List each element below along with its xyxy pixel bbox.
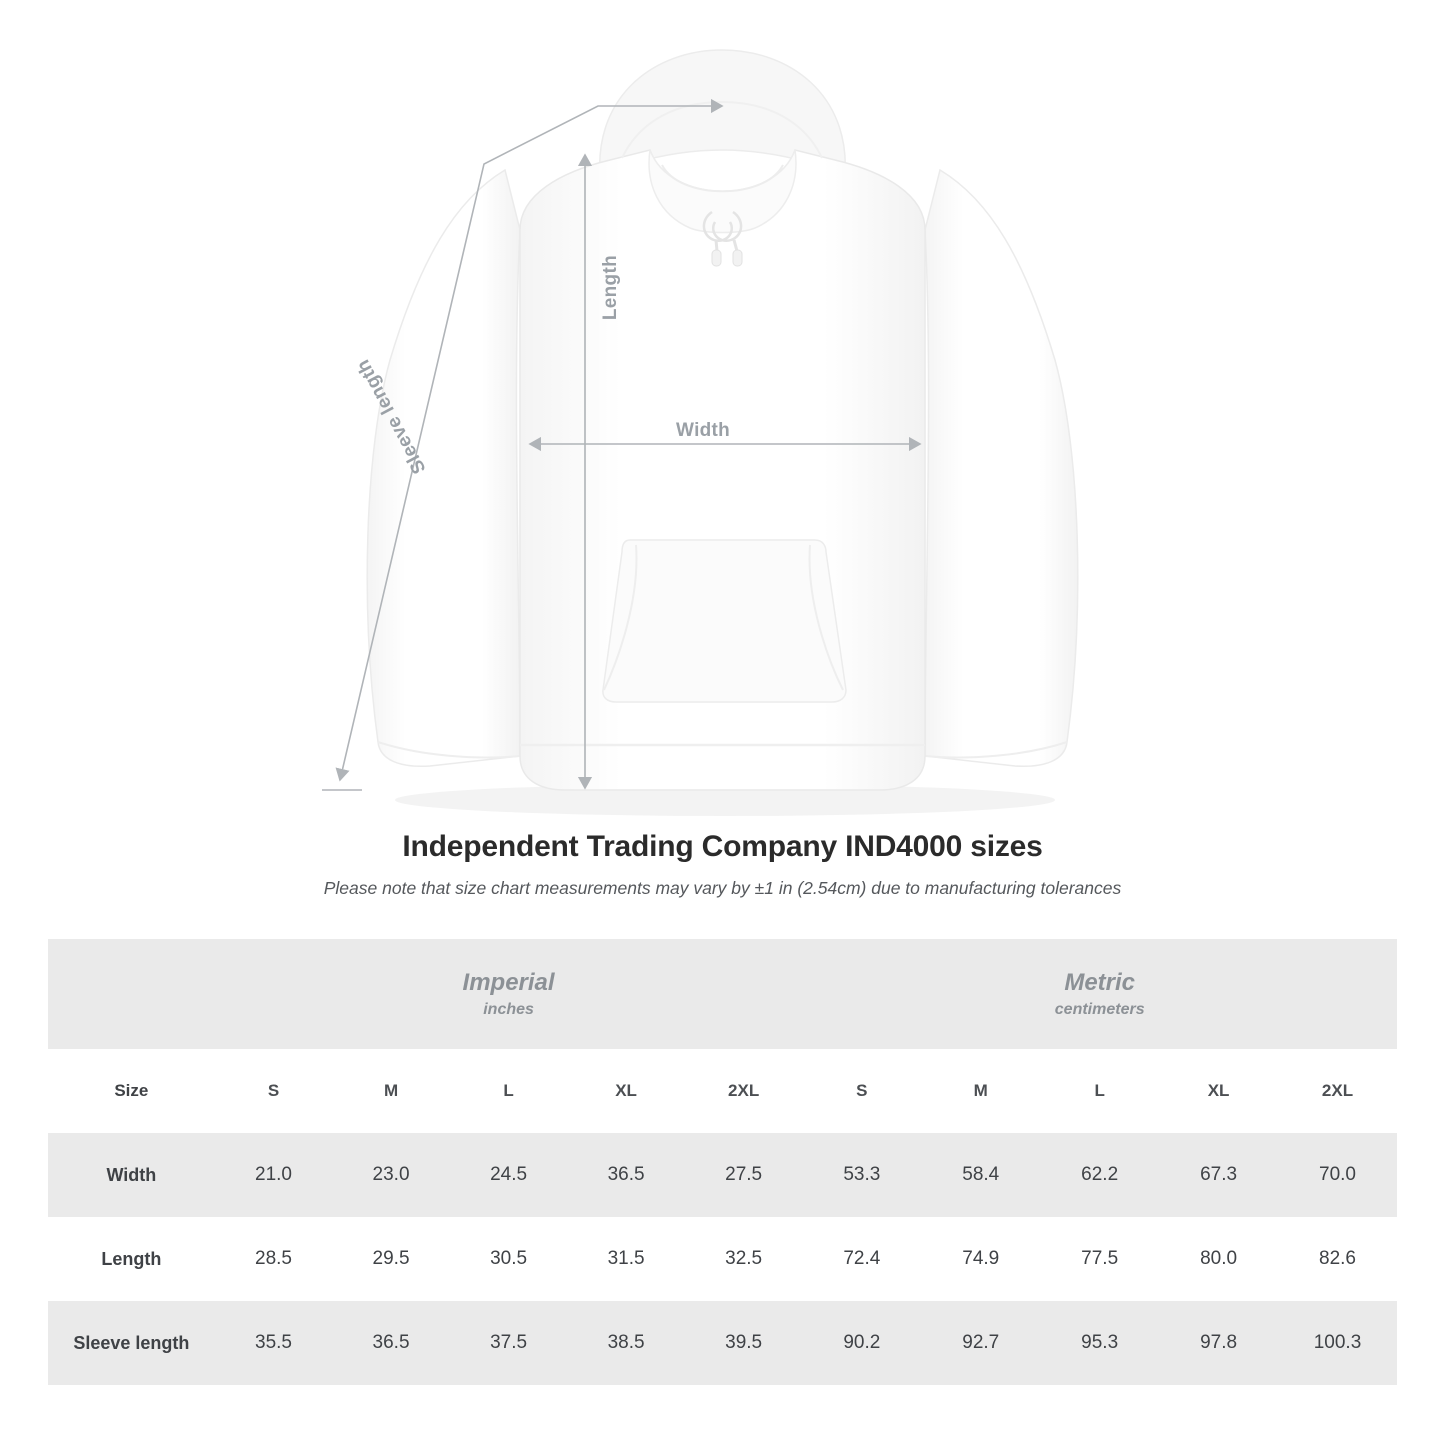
length-imperial-s: 28.5 [255, 1248, 292, 1269]
size-header-row [48, 1049, 1397, 1133]
width-metric-xl: 67.3 [1159, 1133, 1278, 1217]
width-imperial-l: 24.5 [450, 1133, 568, 1217]
size-header-imperial-m: M [332, 1049, 450, 1133]
size-header-imperial-2xl: 2XL [685, 1049, 803, 1133]
width-metric-m: 58.4 [921, 1133, 1040, 1217]
sleeve-imperial-m: 36.5 [332, 1301, 450, 1385]
width-imperial-xl: 36.5 [567, 1133, 685, 1217]
sleeve-metric-s: 90.2 [802, 1301, 921, 1385]
table-row [48, 1217, 1397, 1301]
size-header-metric-l: L [1040, 1049, 1159, 1133]
length-dimension-label: Length [600, 255, 621, 321]
chart-heading [0, 830, 1445, 899]
size-header-metric-2xl: 2XL [1278, 1049, 1397, 1133]
sleeve-imperial-s: 35.5 [215, 1301, 333, 1385]
size-header-metric-s: S [802, 1049, 921, 1133]
sleeve-length-dimension-label: Sleeve length [352, 355, 431, 478]
size-header-imperial-s: S [215, 1049, 333, 1133]
length-imperial-2xl: 32.5 [725, 1248, 763, 1269]
page-title: Independent Trading Company IND4000 sizes [402, 830, 1043, 863]
unit-group-row [48, 939, 1397, 1049]
row-label-length: Length [101, 1248, 162, 1269]
unit-group-imperial-title: Imperial [462, 969, 555, 997]
sleeve-imperial-xl: 38.5 [567, 1301, 685, 1385]
length-imperial-m: 29.5 [372, 1248, 410, 1269]
sleeve-imperial-2xl: 39.5 [685, 1301, 803, 1385]
length-metric-l: 77.5 [1081, 1248, 1119, 1269]
width-imperial-s: 21.0 [215, 1133, 333, 1217]
unit-group-metric-title: Metric [1064, 969, 1136, 997]
width-imperial-m: 23.0 [332, 1133, 450, 1217]
length-metric-s: 72.4 [843, 1248, 881, 1269]
width-imperial-2xl: 27.5 [685, 1133, 803, 1217]
unit-group-metric-sub: centimeters [1054, 1000, 1145, 1018]
length-imperial-xl: 31.5 [607, 1248, 645, 1269]
unit-group-metric [802, 939, 1397, 1049]
table-row [48, 1133, 1397, 1217]
size-header-metric-m: M [921, 1049, 1040, 1133]
sleeve-metric-m: 92.7 [921, 1301, 1040, 1385]
sleeve-metric-l: 95.3 [1040, 1301, 1159, 1385]
width-metric-2xl: 70.0 [1278, 1133, 1397, 1217]
row-label-width: Width [48, 1133, 215, 1217]
unit-group-imperial [215, 939, 803, 1049]
row-label-sleeve-length: Sleeve length [48, 1301, 215, 1385]
unit-row-corner [48, 939, 215, 1049]
sleeve-imperial-l: 37.5 [450, 1301, 568, 1385]
tolerance-note: Please note that size chart measurements may vary by ±1 in (2.54cm) due to manufacturing tolerances [323, 878, 1122, 898]
unit-group-imperial-sub: inches [483, 1000, 534, 1018]
sleeve-metric-2xl: 100.3 [1278, 1301, 1397, 1385]
row-header-label: Size [48, 1049, 215, 1133]
length-metric-m: 74.9 [962, 1248, 1000, 1269]
size-header-imperial-xl: XL [567, 1049, 685, 1133]
width-metric-s: 53.3 [802, 1133, 921, 1217]
length-metric-xl: 80.0 [1200, 1248, 1238, 1269]
size-table-wrapper [0, 899, 1445, 1385]
width-dimension-label: Width [676, 420, 731, 441]
length-metric-2xl: 82.6 [1319, 1248, 1356, 1269]
sleeve-metric-xl: 97.8 [1159, 1301, 1278, 1385]
table-row [48, 1301, 1397, 1385]
length-imperial-l: 30.5 [490, 1248, 528, 1269]
size-chart-table [48, 939, 1397, 1385]
size-header-metric-xl: XL [1159, 1049, 1278, 1133]
width-metric-l: 62.2 [1040, 1133, 1159, 1217]
size-header-imperial-l: L [450, 1049, 568, 1133]
